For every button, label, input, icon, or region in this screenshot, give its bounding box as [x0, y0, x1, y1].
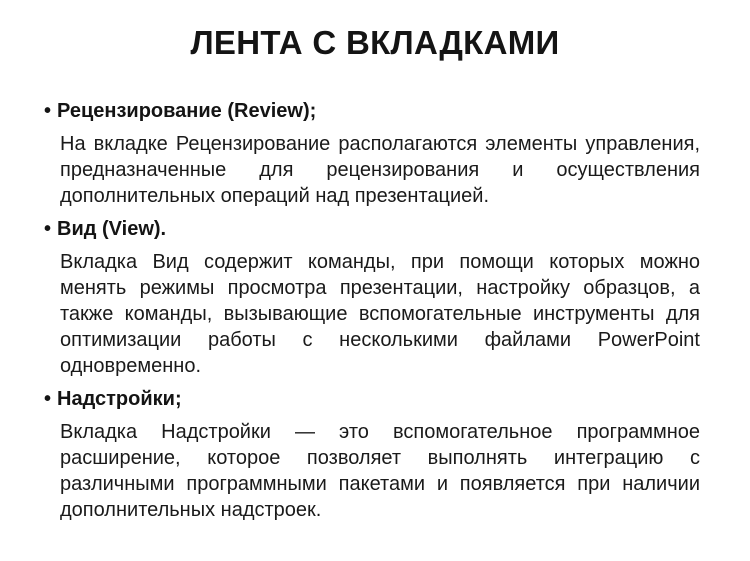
bullet-icon: •	[44, 388, 52, 410]
slide-title: ЛЕНТА С ВКЛАДКАМИ	[190, 24, 560, 61]
section-review	[44, 97, 700, 209]
section-addins	[44, 385, 700, 523]
section-view	[44, 215, 700, 379]
section-heading-text: Вид (View).	[57, 218, 167, 240]
section-body: Вкладка Надстройки — это вспомогательное программное расширение, которое позволяет выполнять интеграцию с различными программными пакетами и появляется при наличии дополнительных надстроек.	[60, 421, 700, 521]
section-heading-text: Рецензирование (Review);	[57, 100, 317, 122]
slide-content	[44, 97, 700, 529]
section-body: На вкладке Рецензирование располагаются элементы управления, предназначенные для рецензирования и осуществления дополнительных операций над презентацией.	[60, 133, 700, 207]
section-heading	[44, 385, 700, 413]
bullet-icon: •	[44, 218, 52, 240]
bullet-icon: •	[44, 100, 52, 122]
section-heading	[44, 97, 700, 125]
section-body: Вкладка Вид содержит команды, при помощи которых можно менять режимы просмотра презентации, настройку образцов, а также команды, вызывающие вспомогательные инструменты для оптимизации работы с несколькими файлами PowerPoint одновременно.	[60, 251, 700, 377]
section-heading	[44, 215, 700, 243]
section-heading-text: Надстройки;	[57, 388, 182, 410]
